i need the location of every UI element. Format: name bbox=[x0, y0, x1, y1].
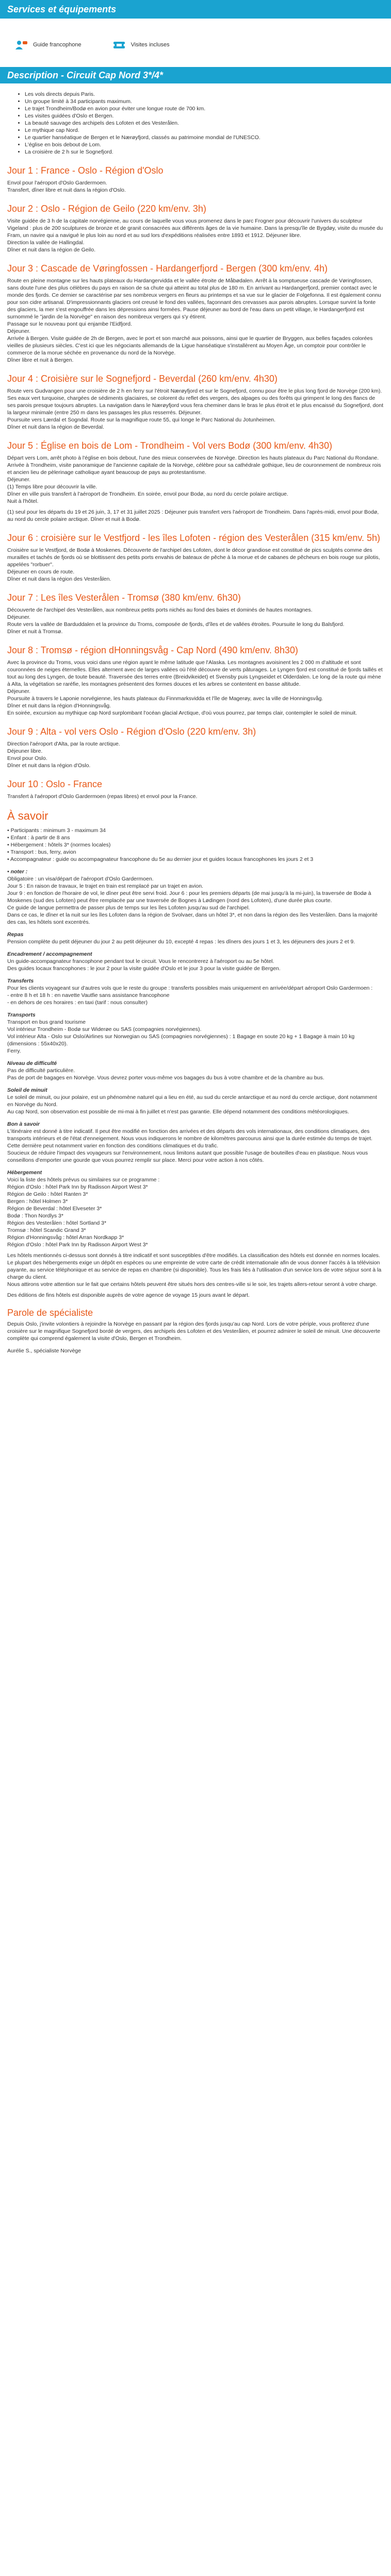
savoir-line: Région d'Honningsvåg : hôtel Arran Nordkapp 3* bbox=[7, 1234, 124, 1241]
savoir-paragraph bbox=[7, 1067, 384, 1081]
day-line: Dîner et nuit dans la région des Vesterålen. bbox=[7, 576, 111, 582]
day-title: Jour 9 : Alta - vol vers Oslo - Région d'Oslo (220 km/env. 3h) bbox=[7, 726, 256, 737]
days-list bbox=[7, 165, 384, 800]
day-title: Jour 10 : Oslo - France bbox=[7, 779, 103, 789]
savoir-heading: Soleil de minuit bbox=[7, 1087, 47, 1093]
savoir-heading: Bon à savoir bbox=[7, 1121, 40, 1127]
day-line: En soirée, excursion au mythique cap Nord surplombant l'océan glacial Arctique, d'où vous pourrez, par temps clair, contempler le soleil de minuit. bbox=[7, 710, 357, 716]
service-item-guide bbox=[14, 39, 82, 50]
services-header bbox=[0, 0, 391, 19]
day-line: Nuit à l'hôtel. bbox=[7, 498, 39, 504]
day-line: Découverte de l'archipel des Vesterålen, aux nombreux petits ports nichés au fond des baies et dominés de hautes montagnes. bbox=[7, 607, 313, 613]
day-line: Transfert, dîner libre et nuit dans la région d'Oslo. bbox=[7, 187, 126, 193]
day-paragraph bbox=[7, 217, 384, 253]
day-line: Arrivée à Bergen. Visite guidée de 2h de Bergen, avec le port et son marché aux poissons, ainsi que le quartier de Bryggen, aux belles façades colorées vieilles de plusieurs siècles. C'est ici que les négociants allemands de la Ligue hanséatique s'installèrent au Moyen Âge, un comptoir pour contrôler le commerce de la morue séchée en provenance du nord de la Norvège. bbox=[7, 335, 373, 356]
day-line: Envol pour l'aéroport d'Oslo Gardermoen. bbox=[7, 180, 107, 186]
expert-signature: Aurélie S., spécialiste Norvège bbox=[7, 1348, 81, 1354]
savoir-line: Nous attirons votre attention sur le fait que certains hôtels peuvent être situés hors des centres-ville si le soir, les trajets allers-retour seront à votre charge. bbox=[7, 1281, 378, 1287]
savoir-paragraph bbox=[7, 1292, 384, 1299]
day-title: Jour 4 : Croisière sur le Sognefjord - Beverdal (260 km/env. 4h30) bbox=[7, 374, 278, 384]
day-line: Déjeuner. bbox=[7, 614, 30, 620]
savoir-heading: • noter : bbox=[7, 869, 28, 875]
savoir-paragraph bbox=[7, 1019, 384, 1055]
day-paragraph bbox=[7, 659, 384, 717]
savoir-line: Au cap Nord, son observation est possible de mi-mai à fin juillet et n'est pas garantie. Elle dépend notamment des conditions météorologiques. bbox=[7, 1109, 349, 1115]
day-paragraph bbox=[7, 740, 384, 769]
savoir-line: Région des Vesterålen : hôtel Sortland 3* bbox=[7, 1220, 107, 1226]
savoir-line: Bergen : hôtel Holmen 3* bbox=[7, 1198, 68, 1205]
savoir-line: • Accompagnateur : guide ou accompagnateur francophone du 5e au dernier jour et guides locaux francophones les jours 2 et 3 bbox=[7, 856, 314, 862]
service-label: Visites incluses bbox=[131, 42, 170, 48]
day-title: Jour 1 : France - Oslo - Région d'Oslo bbox=[7, 165, 164, 176]
day-line: (1) Temps libre pour découvrir la ville. bbox=[7, 484, 97, 490]
day-line: Route vers la vallée de Barduddalen et la province du Troms, composée de fjords, d'îles et de vallées étroites. Poursuite le long du Balsfjord. bbox=[7, 621, 345, 628]
day-line: Poursuite à travers le Laponie norvégienne, les hauts plateaux du Finnmarksvidda et l'île de Magerøy, avec la ville de Honningsvåg. bbox=[7, 696, 323, 702]
day-title: Jour 8 : Tromsø - région dHonningsvåg - Cap Nord (490 km/env. 8h30) bbox=[7, 645, 298, 655]
savoir-heading: Niveau de difficulté bbox=[7, 1060, 57, 1066]
savoir-line: Le plupart des hébergements exige un dépôt en espèces ou une empreinte de votre carte de crédit internationale afin de vous donner l'accès à la télévision payante, au service téléphonique et au service de repas en chambre (si disponible). Tous les frais liés à l'utilisation d'un service lors de votre séjour sont à la charge du client. bbox=[7, 1260, 382, 1280]
day-line: Déjeuner. bbox=[7, 688, 30, 694]
day-line: (1) seul pour les départs du 19 et 26 juin, 3, 17 et 31 juillet 2025 : Déjeuner puis transfert vers l'aéroport de Trondheim. Dans l'après-midi, envol pour Bodø, au nord du cercle polaire arctique. Dîner et nuit à Bodø. bbox=[7, 509, 379, 522]
day-title: Jour 7 : Les îles Vesterålen - Tromsø (380 km/env. 6h30) bbox=[7, 592, 241, 603]
savoir-line: Région d'Oslo : hôtel Park Inn by Radisson Airport West 3* bbox=[7, 1184, 148, 1190]
day-line: Dîner et nuit à Tromsø. bbox=[7, 629, 63, 635]
highlight-item: • Le quartier hanséatique de Bergen et le Nærøyfjord, classés au patrimoine mondial de l'UNESCO. bbox=[25, 134, 384, 141]
day-line: Envol pour Oslo. bbox=[7, 755, 47, 761]
savoir-line: Pour les clients voyageant sur d'autres vols que le reste du groupe : transferts possibles mais uniquement en arrivée/départ aéroport Oslo Gardermoen : bbox=[7, 985, 373, 991]
savoir-line: Soucieux de réduire l'impact des voyageurs sur l'environnement, nous limitons autant que possible l'usage de bouteilles d'eau en plastique. Nous vous conseillons d'emporter une gourde que vous pourrez remplir sur place. Merci pour votre action à nos côtés. bbox=[7, 1150, 368, 1163]
expert-text: Depuis Oslo, j'invite volontiers à rejoindre la Norvège en passant par la région des fjords jusqu'au cap Nord. Lors de votre périple, vous profiterez d'une croisière sur le magnifique Sognefjord bordé de vergers, des archipels des Lofoten et des Vesterålen, et pourrez admirer le soleil de minuit. Une découverte complète qui comprend également la visite d'Oslo, Bergen et Trondheim. bbox=[7, 1321, 381, 1342]
day-line: Déjeuner. bbox=[7, 477, 30, 483]
savoir-line: Région de Geilo : hôtel Ranten 3* bbox=[7, 1191, 88, 1197]
day-line: Direction l'aéroport d'Alta, par la route arctique. bbox=[7, 741, 120, 747]
day-line: Avec la province du Troms, vous voici dans une région ayant le même latitude que l'Alaska. Les montagnes avoisinent les 2 000 m d'altitude et sont couronnées de neiges éternelles. Elles alternent avec de larges vallées où l'été découvre de verts pâturages. Le Lyngen fjord est constitué de fjords taillés et tout au long des Lyngen, de toute beauté. Traversée des terres entre (Breidvikeidet) et Svensby puis Lyngseidet et Olderdalen. Le long de la route qui mène à Alta, la végétation se raréfie, les montagnes présentent des formes douces et les arbres se contentent en basse altitude. bbox=[7, 659, 383, 687]
savoir-line: Région de Beverdal : hôtel Elveseter 3* bbox=[7, 1206, 102, 1212]
savoir-paragraph bbox=[7, 958, 384, 972]
day-paragraph bbox=[7, 509, 384, 523]
highlights-list bbox=[7, 91, 384, 156]
highlight-item: • L'église en bois debout de Lom. bbox=[25, 141, 384, 148]
day-line: Déjeuner en cours de route. bbox=[7, 569, 75, 575]
savoir-paragraph bbox=[7, 1094, 384, 1115]
service-label: Guide francophone bbox=[33, 42, 82, 48]
savoir-line: Région d'Oslo : hôtel Park Inn by Radisson Airport West 3* bbox=[7, 1242, 148, 1248]
day-line: Dîner et nuit dans la région d'Honningsvåg. bbox=[7, 703, 111, 709]
day-line: Dîner et nuit dans la région de Geilo. bbox=[7, 247, 96, 253]
day-paragraph bbox=[7, 387, 384, 431]
savoir-paragraph bbox=[7, 827, 384, 863]
day-line: Déjeuner libre. bbox=[7, 748, 43, 754]
savoir-line: Ferry. bbox=[7, 1048, 21, 1054]
savoir-line: Obligatoire : un visa/départ de l'aéroport d'Oslo Gardermoen. bbox=[7, 876, 154, 882]
day-title: Jour 3 : Cascade de Vøringfossen - Hardangerfjord - Bergen (300 km/env. 4h) bbox=[7, 263, 328, 274]
day-line: Transfert à l'aéroport d'Oslo Gardermoen (repas libres) et envol pour la France. bbox=[7, 793, 198, 800]
services-row bbox=[0, 19, 391, 56]
savoir-paragraph bbox=[7, 1176, 384, 1248]
savoir-line: Pas de difficulté particulière. bbox=[7, 1067, 75, 1074]
savoir-line: Bodø : Thon Nordlys 3* bbox=[7, 1213, 63, 1219]
day-title: Jour 2 : Oslo - Région de Geilo (220 km/env. 3h) bbox=[7, 204, 206, 214]
day-line: Croisière sur le Vestfjord, de Bodø à Moskenes. Découverte de l'archipel des Lofoten, dont le décor grandiose est constitué de pics sculptés comme des murailles et tachés de fjords où se blottissent des petits ports envahis de bateaux de pêche à la morue et de cabanes de pêcheurs en bois rouge sur pilotis, appelées "rorbuer". bbox=[7, 547, 380, 568]
savoir-paragraph bbox=[7, 985, 384, 1006]
savoir-line: Ce guide de langue permettra de passer plus de temps sur les îles Lofoten jusqu'au sud de l'archipel. bbox=[7, 905, 250, 911]
day-title: Jour 6 : croisière sur le Vestfjord - les îles Lofoten - région des Vesterålen (315 km/env. 5h) bbox=[7, 533, 381, 543]
day-line: Direction la vallée de Hallingdal. bbox=[7, 240, 85, 246]
day-line: Dîner et nuit dans la région de Beverdal. bbox=[7, 424, 104, 430]
day-line: Départ vers Lom, arrêt photo à l'église en bois debout, l'une des mieux conservées de Norvège. Direction les hauts plateaux du Parc National du Rondane. Arrivée à Trondheim, visite panoramique de l'ancienne capitale de la Norvège, célèbre pour sa cathédrale gothique, lieu de couronnement de nombreux rois et ancien lieu de pèlerinage catholique ayant beaucoup de pays au protestantisme. bbox=[7, 455, 381, 476]
savoir-section bbox=[7, 827, 384, 1299]
savoir-line: L'itinéraire est donné à titre indicatif. Il peut être modifié en fonction des arrivées et des départs des vols internationaux, des conditions climatiques, des transports intérieurs et de l'état d'enneigement. Nous vous indiquerons le nombre de kilomètres parcourus ainsi que la durée estimée du temps de trajet. Cette dernière peut notamment varier en fonction des conditions climatiques et du trafic. bbox=[7, 1128, 372, 1149]
savoir-line: Transport en bus grand tourisme bbox=[7, 1019, 86, 1025]
savoir-line: Pension complète du petit déjeuner du jour 2 au petit déjeuner du 10, excepté 4 repas : les dîners des jours 1 et 3, les déjeuners des jours 2 et 9. bbox=[7, 939, 355, 945]
day-paragraph bbox=[7, 277, 384, 364]
savoir-heading: Hébergement bbox=[7, 1170, 42, 1176]
savoir-line: Jour 5 : En raison de travaux, le trajet en train est remplacé par un trajet en avion. bbox=[7, 883, 203, 889]
savoir-line: Dans ce cas, le dîner et la nuit sur les îles Lofoten dans la région de Svolvaer, dans un hôtel 3*, et non dans la région des îles Vesterålen. Dans la majorité des cas, les hôtels sont excentrés. bbox=[7, 912, 378, 925]
savoir-line: Voici la liste des hôtels prévus ou similaires sur ce programme : bbox=[7, 1177, 160, 1183]
services-title: Services et équipements bbox=[7, 4, 117, 14]
day-line: Passage sur le nouveau pont qui enjambe l'Eidfjord. bbox=[7, 321, 132, 327]
day-line: Route vers Gudvangen pour une croisière de 2 h en ferry sur l'étroit Nærøyfjord et sur le Sognefjord, connu pour être le plus long fjord de Norvège (200 km). Ses eaux vert turquoise, chargées de sédiments glaciaires, se colorent du reflet des vergers, des alpages ou des forêts qui grimpent le long des flancs de ses parois presque toujours abruptes. La navigation dans le Nærøyfjord vous fera cheminer dans le bras le plus étroit et le plus encaissé du Sognefjord, dont la largeur minimale (entre 250 m dans les passages les plus resserrés. Déjeuner. bbox=[7, 388, 383, 416]
day-line: Poursuite vers Lærdal et Sogndal. Route sur la magnifique route 55, qui longe le Parc National du Jotunheimen. bbox=[7, 417, 276, 423]
savoir-heading: Transports bbox=[7, 1012, 36, 1018]
highlight-item: • La beauté sauvage des archipels des Lofoten et des Vesterålen. bbox=[25, 120, 384, 127]
savoir-line: Jour 9 : en fonction de l'horaire de vol, le dîner peut être servi froid. Jour 6 : pour les premiers départs (de mai jusqu'à la mi-juin), la traversée de Bodø à Moskenes (sud des Lofoten) peut être remplacée par une traversée de Bognes à Lødingen (nord des Lofoten), d'une durée plus courte. bbox=[7, 890, 371, 904]
savoir-line: - en dehors de ces horaires : en taxi (tarif : nous consulter) bbox=[7, 999, 148, 1006]
day-paragraph bbox=[7, 606, 384, 635]
description-title: Description - Circuit Cap Nord 3*/4* bbox=[7, 70, 164, 80]
savoir-title: À savoir bbox=[7, 809, 48, 822]
savoir-line: • Enfant : à partir de 8 ans bbox=[7, 835, 70, 841]
highlight-item: • Un groupe limité à 34 participants maximum. bbox=[25, 98, 384, 105]
expert-title: Parole de spécialiste bbox=[7, 1308, 93, 1318]
savoir-line: • Participants : minimum 3 - maximum 34 bbox=[7, 827, 106, 834]
day-line: Dîner et nuit dans la région d'Oslo. bbox=[7, 762, 91, 769]
savoir-line: Des éditions de fins hôtels est disponible auprès de votre agence de voyage 15 jours avant le départ. bbox=[7, 1292, 250, 1298]
day-line: Route en pleine montagne sur les hauts plateaux du Hardangervidda et le vallée étroite de Måbødalen. Arrêt à la somptueuse cascade de Vøringfossen, sans doute l'une des plus célèbres du pays en raison de sa chute qui atteint au total plus de 180 m. En arrivant au Hardangerfjord, premier contact avec le monde des fjords. Ce dernier se caractérise par ses nombreux vergers en fleurs au printemps et sa vue sur le glacier de Folgefonna. Il est également connu pour son cidre artisanal. D'impressionnants glaciers ont creusé le fond des vallées, façonnant des crevasses aux parois abruptes. Lorsque survint la fonte des glaciers, la mer s'est engouffrée dans les dépressions ainsi formées. Pause déjeuner au bord de l'eau dans un petit village, le Hardangerfjord est surnommé le "jardin de la Norvège" en raison des nombreux vergers qui s'y étirent. bbox=[7, 278, 381, 320]
highlight-item: • La croisière de 2 h sur le Sognefjord. bbox=[25, 148, 384, 156]
highlight-item: • Les visites guidées d'Oslo et Bergen. bbox=[25, 112, 384, 120]
day-line: Visite guidée de 3 h de la capitale norvégienne, au cours de laquelle vous vous promenez dans le parc Frogner pour découvrir l'univers du sculpteur Vigeland : plus de 200 sculptures de bronze et de granit consacrées aux différents âges de la vie humaine. Dans la presqu'île de Bygdøy, visite du musée du Fram, un navire qui a navigué le plus loin au nord et au sud lors d'expéditions réalisées entre 1893 et 1912. Déjeuner libre. bbox=[7, 218, 383, 239]
savoir-line: Des guides locaux francophones : le jour 2 pour la visite guidée d'Oslo et le jour 3 pour la visite guidée de Bergen. bbox=[7, 965, 281, 972]
ticket-icon bbox=[112, 39, 126, 50]
day-paragraph bbox=[7, 793, 384, 800]
savoir-line: Tromsø : hôtel Scandic Grand 3* bbox=[7, 1227, 86, 1233]
savoir-line: Le soleil de minuit, ou jour polaire, est un phénomène naturel qui a lieu en été, au sud du cercle antarctique et au nord du cercle arctique, dont notamment en Norvège du Nord. bbox=[7, 1094, 377, 1108]
description-content bbox=[0, 91, 391, 1354]
savoir-heading: Repas bbox=[7, 931, 24, 938]
highlight-item: • Les vols directs depuis Paris. bbox=[25, 91, 384, 98]
savoir-line: • Transport : bus, ferry, avion bbox=[7, 849, 76, 855]
savoir-line: Un guide-accompagnateur francophone pendant tout le circuit. Vous le rencontrerez à l'aéroport ou au 5e hôtel. bbox=[7, 958, 274, 964]
savoir-line: - entre 8 h et 18 h : en navette Vautfie sans assistance francophone bbox=[7, 992, 170, 998]
day-paragraph bbox=[7, 454, 384, 505]
day-line: Dîner libre et nuit à Bergen. bbox=[7, 357, 74, 363]
day-paragraph bbox=[7, 547, 384, 583]
savoir-line: Pas de port de bagages en Norvège. Vous devrez porter vous-même vos bagages du bus à votre chambre et de la chambre au bus. bbox=[7, 1075, 324, 1081]
highlight-item: • Le mythique cap Nord. bbox=[25, 127, 384, 134]
service-item-visits bbox=[112, 39, 170, 50]
savoir-paragraph bbox=[7, 1128, 384, 1164]
highlight-item: • Le trajet Trondheim/Bodø en avion pour éviter une longue route de 700 km. bbox=[25, 105, 384, 112]
day-title: Jour 5 : Église en bois de Lom - Trondheim - Vol vers Bodø (300 km/env. 4h30) bbox=[7, 440, 332, 451]
savoir-line: Vol intérieur Trondheim - Bodø sur Widerøe ou SAS (compagnies norvégiennes). bbox=[7, 1026, 202, 1032]
day-line: Dîner en ville puis transfert à l'aéroport de Trondheim. En soirée, envol pour Bodø, au nord du cercle polaire arctique. bbox=[7, 491, 288, 497]
day-line: Déjeuner. bbox=[7, 328, 30, 334]
savoir-heading: Encadrement / accompagnement bbox=[7, 951, 92, 957]
savoir-paragraph bbox=[7, 1252, 384, 1288]
savoir-line: • Hébergement : hôtels 3* (normes locales) bbox=[7, 842, 111, 848]
savoir-line: Les hôtels mentionnés ci-dessus sont donnés à titre indicatif et sont susceptibles d'être modifiés. La classification des hôtels est donnée en normes locales. bbox=[7, 1252, 380, 1259]
savoir-paragraph bbox=[7, 938, 384, 945]
guide-icon bbox=[14, 39, 28, 50]
day-paragraph bbox=[7, 179, 384, 194]
description-header bbox=[0, 67, 391, 83]
savoir-line: Vol intérieur Alta - Oslo sur Oslo/Airlines sur Norwegian ou SAS (compagnies norvégiennes) : 1 Bagage en soute 20 kg + 1 Bagage à main 10 kg (dimensions : 55x40x20). bbox=[7, 1033, 355, 1047]
savoir-paragraph bbox=[7, 875, 384, 926]
savoir-heading: Transferts bbox=[7, 978, 34, 984]
